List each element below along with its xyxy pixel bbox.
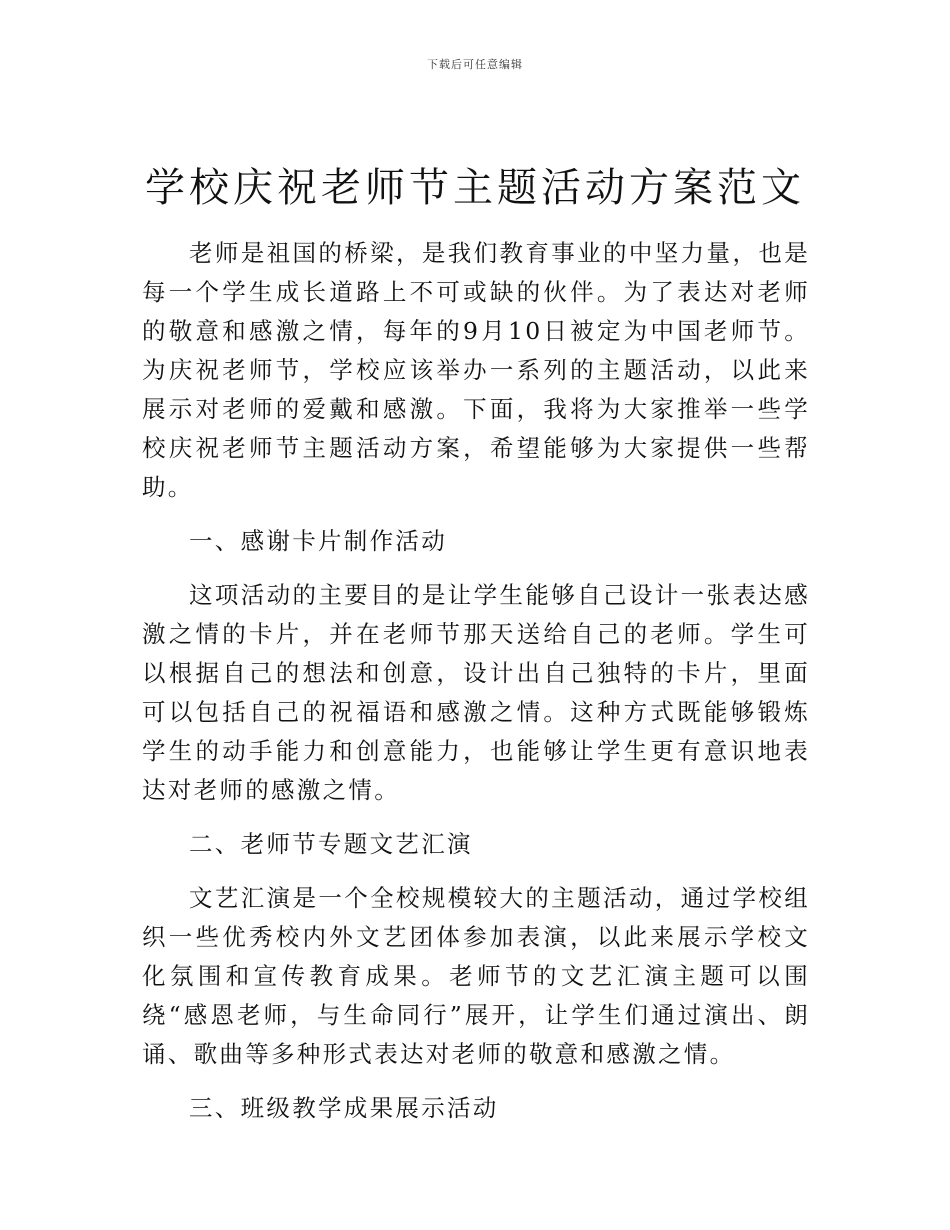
section-paragraph-2: 文艺汇演是一个全校规模较大的主题活动，通过学校组织一些优秀校内外文艺团体参加表演，以此来展示学校文化氛围和宣传教育成果。老师节的文艺汇演主题可以围绕“感恩老师，与生命同行”展开，让学生们通过演出、朗诵、歌曲等多种形式表达对老师的敬意和感激之情。 — [142, 884, 810, 1068]
header-note: 下载后可任意编辑 — [427, 58, 523, 71]
document-body — [142, 234, 810, 1143]
section-paragraph-1: 这项活动的主要目的是让学生能够自己设计一张表达感激之情的卡片，并在老师节那天送给自己的老师。学生可以根据自己的想法和创意，设计出自己独特的卡片，里面可以包括自己的祝福语和感激之情。这种方式既能够锻炼学生的动手能力和创意能力，也能够让学生更有意识地表达对老师的感激之情。 — [142, 581, 810, 804]
section-heading-2: 二、老师节专题文艺汇演 — [189, 830, 473, 858]
document-title: 学校庆祝老师节主题活动方案范文 — [145, 165, 805, 211]
section-heading-3: 三、班级教学成果展示活动 — [189, 1094, 499, 1122]
intro-paragraph: 老师是祖国的桥梁，是我们教育事业的中坚力量，也是每一个学生成长道路上不可或缺的伙伴。为了表达对老师的敬意和感激之情，每年的9月10日被定为中国老师节。为庆祝老师节，学校应该举办一系列的主题活动，以此来展示对老师的爱戴和感激。下面，我将为大家推举一些学校庆祝老师节主题活动方案，希望能够为大家提供一些帮助。 — [142, 239, 810, 501]
section-heading-1: 一、感谢卡片制作活动 — [189, 527, 447, 555]
